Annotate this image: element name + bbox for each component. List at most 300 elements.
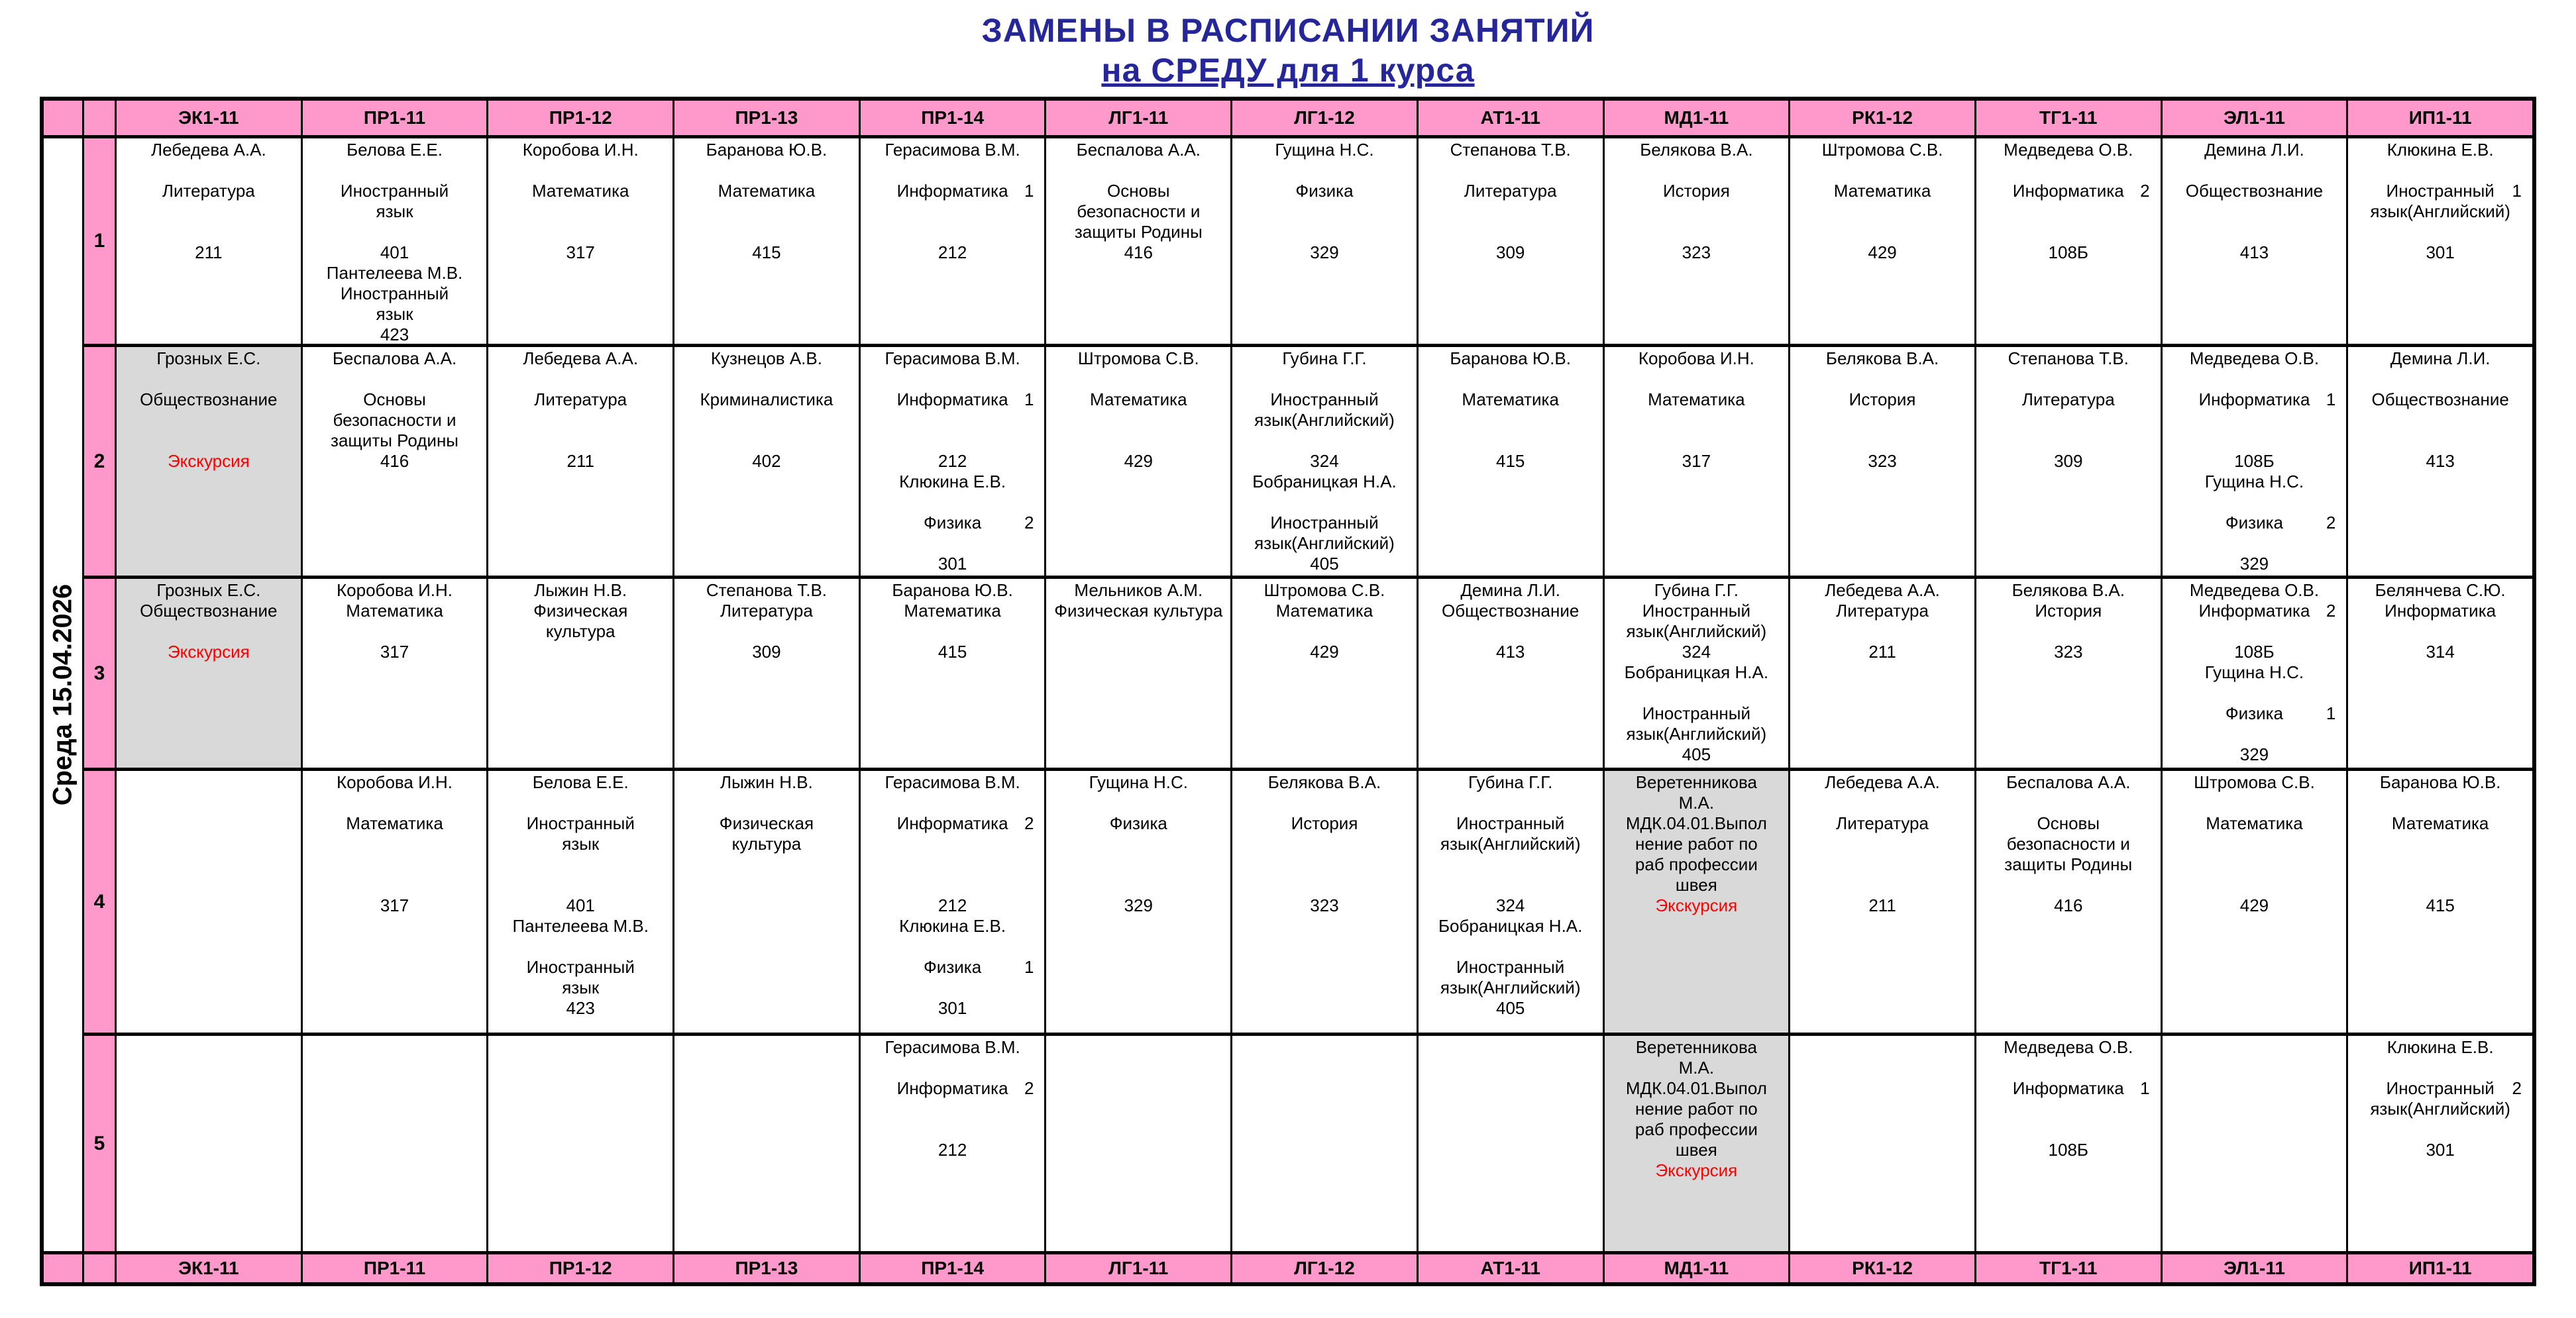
cell-line: 423 <box>380 325 409 344</box>
cell-line <box>1976 1058 2161 1078</box>
cell-line <box>1605 410 1789 431</box>
cell-line <box>1419 793 1603 813</box>
cell-ЛГ1-11-p5 <box>1046 1036 1230 1251</box>
cell-line: Математика <box>2391 813 2489 833</box>
cell-line <box>2163 683 2347 703</box>
cell-line <box>488 410 672 431</box>
cell-line: Физика 1 <box>2225 703 2336 723</box>
cell-line <box>488 222 672 242</box>
cell-line <box>2163 875 2347 895</box>
cell-line <box>1790 410 1974 431</box>
subgroup-number: 2 <box>2326 601 2336 621</box>
cell-line <box>861 369 1045 389</box>
page-title-line2: на СРЕДУ для 1 курса <box>1101 52 1475 89</box>
cell-line <box>1790 875 1974 895</box>
cell-line: Клюкина Е.В. <box>2387 1037 2494 1057</box>
period-cell-4: 4 <box>84 771 115 1033</box>
cell-line <box>2348 222 2532 242</box>
cell-line: Кузнецов А.В. <box>710 348 822 368</box>
footer-cell-ПР1-11: ПР1-11 <box>303 1254 487 1282</box>
excursion-label: Экскурсия <box>167 642 250 662</box>
footer-cell-ПР1-12: ПР1-12 <box>488 1254 672 1282</box>
cell-line: Степанова Т.В. <box>1450 140 1571 160</box>
subgroup-number: 1 <box>1024 389 1034 409</box>
cell-ПР1-11-p4 <box>303 771 487 1033</box>
cell-line: Губина Г.Г. <box>1654 580 1739 600</box>
cell-line: Литература <box>1836 601 1929 621</box>
cell-line: Веретенникова <box>1635 1037 1758 1057</box>
header-cell-ИП1-11: ИП1-11 <box>2348 101 2532 135</box>
cell-line: Мельников А.М. <box>1074 580 1203 600</box>
cell-line: 317 <box>1682 451 1711 471</box>
cell-line: 402 <box>752 451 781 471</box>
cell-ПР1-14-p5 <box>861 1036 1045 1251</box>
cell-line <box>2163 201 2347 222</box>
cell-line: Математика <box>1462 389 1559 409</box>
cell-ЛГ1-11-p3 <box>1046 579 1230 768</box>
cell-line <box>303 854 487 875</box>
cell-line <box>1046 854 1230 875</box>
cell-line: 323 <box>1868 451 1897 471</box>
subgroup-number: 1 <box>2512 181 2522 201</box>
cell-line <box>861 834 1045 854</box>
header-cell-ЭК1-11: ЭК1-11 <box>117 101 301 135</box>
cell-line: Лыжин Н.В. <box>534 580 627 600</box>
cell-line: 108Б <box>2234 451 2275 471</box>
cell-line: 323 <box>2054 642 2083 662</box>
cell-line: Информатика 1 <box>896 389 1034 409</box>
cell-line: Пантелеева М.В. <box>326 263 463 283</box>
cell-line: Криминалистика <box>700 389 833 409</box>
cell-line: 212 <box>938 242 967 262</box>
cell-ИП1-11-p5 <box>2348 1036 2532 1251</box>
cell-ТГ1-11-p3 <box>1976 579 2161 768</box>
cell-line <box>1605 431 1789 451</box>
cell-АТ1-11-p3 <box>1419 579 1603 768</box>
subgroup-number: 2 <box>1024 513 1034 532</box>
cell-line <box>1790 369 1974 389</box>
cell-line <box>1605 369 1789 389</box>
cell-line: 429 <box>1310 642 1339 662</box>
cell-line: 401 <box>566 895 595 915</box>
cell-line: Бобраницкая Н.А. <box>1438 916 1583 936</box>
cell-line: Степанова Т.В. <box>706 580 828 600</box>
page-title-line1: ЗАМЕНЫ В РАСПИСАНИИ ЗАНЯТИЙ <box>981 12 1595 49</box>
cell-line: Основы <box>2037 813 2100 833</box>
cell-line: 301 <box>2426 242 2455 262</box>
cell-line: Литература <box>2021 389 2115 409</box>
cell-line: 212 <box>938 895 967 915</box>
cell-line <box>303 160 487 181</box>
cell-line: Белянчева С.Ю. <box>2375 580 2506 600</box>
cell-line: 301 <box>938 998 967 1018</box>
cell-line: защиты Родины <box>1074 222 1203 242</box>
cell-line: язык(Английский) <box>2370 201 2510 221</box>
cell-line <box>861 621 1045 642</box>
cell-line: Иностранный <box>340 283 449 303</box>
subgroup-number: 2 <box>2326 513 2336 532</box>
cell-line: Математика <box>2206 813 2303 833</box>
cell-line <box>2348 431 2532 451</box>
cell-line: культура <box>545 621 616 641</box>
cell-line <box>2348 410 2532 431</box>
cell-line: 415 <box>752 242 781 262</box>
cell-line <box>1976 1099 2161 1119</box>
cell-line: Лебедева А.А. <box>523 348 639 368</box>
cell-line: 416 <box>380 451 409 471</box>
cell-line <box>117 201 301 222</box>
cell-ЭК1-11-p1 <box>117 138 301 344</box>
cell-line: 329 <box>2239 554 2269 574</box>
cell-line <box>2163 222 2347 242</box>
cell-line: 415 <box>938 642 967 662</box>
cell-line: 108Б <box>2234 642 2275 662</box>
cell-line: Математика <box>1833 181 1931 201</box>
cell-line <box>1232 492 1417 513</box>
cell-line <box>1419 621 1603 642</box>
cell-ПР1-13-p5 <box>674 1036 859 1251</box>
cell-line: 212 <box>938 1140 967 1160</box>
cell-line: защиты Родины <box>331 431 458 450</box>
cell-line <box>1976 410 2161 431</box>
header-cell-РК1-12: РК1-12 <box>1790 101 1974 135</box>
cell-ПР1-13-p3 <box>674 579 859 768</box>
cell-МД1-11-p2 <box>1605 347 1789 576</box>
cell-line: язык(Английский) <box>1254 533 1395 553</box>
cell-line <box>1046 160 1230 181</box>
cell-line <box>2348 621 2532 642</box>
period-cell-5: 5 <box>84 1036 115 1251</box>
cell-line: Литература <box>1464 181 1557 201</box>
cell-ЛГ1-12-p3 <box>1232 579 1417 768</box>
cell-ЭК1-11-p3 <box>117 579 301 768</box>
cell-line <box>1046 410 1230 431</box>
cell-line <box>1419 369 1603 389</box>
cell-ПР1-11-p3 <box>303 579 487 768</box>
footer-cell-ЛГ1-11: ЛГ1-11 <box>1046 1254 1230 1282</box>
cell-line: Медведева О.В. <box>2004 140 2133 160</box>
page-title <box>0 11 2576 90</box>
cell-line: Лыжин Н.В. <box>720 772 813 792</box>
cell-line <box>303 222 487 242</box>
subgroup-number: 1 <box>1024 181 1034 201</box>
date-label: Среда 15.04.2026 <box>48 583 78 806</box>
cell-line: Гущина Н.С. <box>2204 472 2304 491</box>
cell-ТГ1-11-p4 <box>1976 771 2161 1033</box>
cell-ПР1-14-p3 <box>861 579 1045 768</box>
cell-line <box>861 492 1045 513</box>
cell-line <box>1232 854 1417 875</box>
cell-line <box>1232 160 1417 181</box>
cell-line: 301 <box>938 554 967 574</box>
cell-line: Математика <box>346 601 443 621</box>
cell-line <box>488 854 672 875</box>
cell-line <box>303 834 487 854</box>
cell-line: Клюкина Е.В. <box>2387 140 2494 160</box>
cell-line: 324 <box>1310 451 1339 471</box>
cell-line <box>1419 875 1603 895</box>
footer-cell-ПР1-14: ПР1-14 <box>861 1254 1045 1282</box>
cell-line: швея <box>1675 1140 1717 1160</box>
cell-line: Литература <box>162 181 255 201</box>
subgroup-number: 1 <box>2140 1078 2150 1098</box>
subgroup-number: 1 <box>2326 389 2336 409</box>
cell-line <box>1976 222 2161 242</box>
cell-line: Демина Л.И. <box>2204 140 2304 160</box>
cell-ЭЛ1-11-p4 <box>2163 771 2347 1033</box>
footer-corner-date <box>44 1254 82 1282</box>
cell-line: Иностранный <box>526 813 635 833</box>
cell-line: Пантелеева М.В. <box>512 916 649 936</box>
cell-line: Физика 1 <box>924 957 1034 977</box>
cell-line: безопасности и <box>333 410 456 430</box>
cell-line: 329 <box>1124 895 1153 915</box>
cell-line <box>488 793 672 813</box>
cell-ЛГ1-12-p4 <box>1232 771 1417 1033</box>
cell-line: 401 <box>380 242 409 262</box>
cell-line <box>674 222 859 242</box>
cell-line: Информатика <box>2385 601 2496 621</box>
cell-line <box>2163 410 2347 431</box>
cell-line: 211 <box>195 242 223 262</box>
cell-line: Баранова Ю.В. <box>1450 348 1571 368</box>
cell-line <box>117 160 301 181</box>
cell-ПР1-14-p4 <box>861 771 1045 1033</box>
cell-line <box>674 410 859 431</box>
cell-line <box>1232 201 1417 222</box>
cell-ПР1-13-p2 <box>674 347 859 576</box>
cell-line <box>303 875 487 895</box>
cell-line: История <box>1849 389 1916 409</box>
cell-line: 423 <box>566 998 595 1018</box>
cell-line: 317 <box>380 895 409 915</box>
cell-line: Литература <box>1836 813 1929 833</box>
cell-line: Иностранный <box>1456 813 1565 833</box>
cell-line <box>488 369 672 389</box>
cell-line: 429 <box>2239 895 2269 915</box>
cell-ИП1-11-p2 <box>2348 347 2532 576</box>
cell-line: 405 <box>1495 998 1525 1018</box>
cell-line <box>117 621 301 642</box>
cell-ЭК1-11-p5 <box>117 1036 301 1251</box>
cell-line: 211 <box>1868 642 1896 662</box>
cell-ТГ1-11-p5 <box>1976 1036 2161 1251</box>
cell-ПР1-14-p1 <box>861 138 1045 344</box>
cell-line: нение работ по <box>1635 834 1758 854</box>
cell-line: Демина Л.И. <box>2390 348 2491 368</box>
cell-line: Иностранный 2 <box>2386 1078 2522 1098</box>
cell-line: язык(Английский) <box>1626 724 1767 744</box>
cell-line: Герасимова В.М. <box>885 348 1020 368</box>
cell-line <box>1790 160 1974 181</box>
cell-line: Губина Г.Г. <box>1282 348 1367 368</box>
cell-line: Иностранный <box>1642 703 1750 723</box>
cell-line <box>2348 854 2532 875</box>
cell-line: Белова Е.Е. <box>532 772 629 792</box>
footer-cell-ЭК1-11: ЭК1-11 <box>117 1254 301 1282</box>
cell-line <box>1976 875 2161 895</box>
cell-line: Баранова Ю.В. <box>706 140 828 160</box>
cell-line: Иностранный <box>340 181 449 201</box>
subgroup-number: 1 <box>2326 703 2336 723</box>
cell-line: Физическая культура <box>1054 601 1223 621</box>
cell-line: 309 <box>1495 242 1525 262</box>
cell-МД1-11-p5 <box>1605 1036 1789 1251</box>
cell-line <box>303 369 487 389</box>
cell-line <box>861 1058 1045 1078</box>
cell-line <box>488 201 672 222</box>
cell-line: 324 <box>1495 895 1525 915</box>
header-cell-ПР1-12: ПР1-12 <box>488 101 672 135</box>
cell-line: нение работ по <box>1635 1099 1758 1119</box>
cell-line <box>1232 369 1417 389</box>
cell-line: 108Б <box>2048 242 2088 262</box>
cell-line: Информатика 1 <box>2012 1078 2150 1098</box>
cell-line: Коробова И.Н. <box>522 140 639 160</box>
cell-line <box>2348 369 2532 389</box>
cell-line: Математика <box>346 813 443 833</box>
footer-cell-ЛГ1-12: ЛГ1-12 <box>1232 1254 1417 1282</box>
subgroup-number: 2 <box>2512 1078 2522 1098</box>
cell-ЭК1-11-p4 <box>117 771 301 1033</box>
cell-line: 405 <box>1682 744 1711 764</box>
cell-line: Основы <box>1107 181 1170 201</box>
cell-line: 415 <box>1495 451 1525 471</box>
cell-line: Коробова И.Н. <box>337 772 453 792</box>
cell-line: Информатика 1 <box>2198 389 2336 409</box>
header-cell-АТ1-11: АТ1-11 <box>1419 101 1603 135</box>
cell-line: 301 <box>2426 1140 2455 1160</box>
period-cell-3: 3 <box>84 579 115 768</box>
cell-line: 429 <box>1868 242 1897 262</box>
cell-line <box>2348 875 2532 895</box>
cell-line: язык <box>376 201 413 221</box>
cell-line: Физика <box>1109 813 1167 833</box>
schedule-table <box>40 97 2536 1286</box>
excursion-label: Экскурсия <box>167 451 250 471</box>
cell-line: 413 <box>1495 642 1525 662</box>
cell-line: Белякова В.А. <box>1640 140 1753 160</box>
cell-line <box>2163 492 2347 513</box>
cell-line: раб профессии <box>1635 1119 1758 1139</box>
cell-line: Демина Л.И. <box>1460 580 1561 600</box>
cell-ПР1-12-p3 <box>488 579 672 768</box>
cell-line <box>1976 621 2161 642</box>
cell-line: 211 <box>566 451 594 471</box>
cell-line <box>1976 201 2161 222</box>
cell-line <box>1419 937 1603 957</box>
cell-line: Баранова Ю.В. <box>892 580 1013 600</box>
cell-line: 413 <box>2239 242 2269 262</box>
cell-ПР1-11-p2 <box>303 347 487 576</box>
cell-line <box>1605 160 1789 181</box>
cell-line <box>2163 431 2347 451</box>
cell-ЭЛ1-11-p5 <box>2163 1036 2347 1251</box>
cell-line: Информатика 2 <box>2012 181 2150 201</box>
cell-line: Степанова Т.В. <box>2008 348 2129 368</box>
footer-cell-МД1-11: МД1-11 <box>1605 1254 1789 1282</box>
cell-line <box>674 793 859 813</box>
cell-line <box>1232 431 1417 451</box>
cell-line: Герасимова В.М. <box>885 772 1020 792</box>
cell-line: 314 <box>2426 642 2455 662</box>
cell-line: Информатика 2 <box>2198 601 2336 621</box>
header-cell-ЭЛ1-11: ЭЛ1-11 <box>2163 101 2347 135</box>
cell-line: 323 <box>1682 242 1711 262</box>
cell-line <box>1419 410 1603 431</box>
cell-line <box>117 222 301 242</box>
cell-line: Медведева О.В. <box>2189 580 2320 600</box>
cell-line: 309 <box>752 642 781 662</box>
footer-cell-ЭЛ1-11: ЭЛ1-11 <box>2163 1254 2347 1282</box>
footer-corner-period <box>84 1254 115 1282</box>
cell-МД1-11-p1 <box>1605 138 1789 344</box>
cell-line <box>1232 875 1417 895</box>
cell-line: швея <box>1675 875 1717 895</box>
cell-ИП1-11-p1 <box>2348 138 2532 344</box>
cell-line: Клюкина Е.В. <box>899 472 1006 491</box>
cell-line: Штромова С.В. <box>2194 772 2315 792</box>
cell-line <box>2163 160 2347 181</box>
cell-line <box>1790 222 1974 242</box>
cell-РК1-12-p4 <box>1790 771 1974 1033</box>
cell-line: Баранова Ю.В. <box>2379 772 2501 792</box>
cell-line: Бобраницкая Н.А. <box>1624 662 1769 682</box>
cell-line <box>1790 854 1974 875</box>
cell-line <box>2163 834 2347 854</box>
cell-line: Герасимова В.М. <box>885 1037 1020 1057</box>
cell-line: Обществознание <box>2185 181 2324 201</box>
cell-line: М.А. <box>1678 793 1715 813</box>
cell-line <box>1976 1119 2161 1140</box>
cell-ПР1-12-p5 <box>488 1036 672 1251</box>
subgroup-number: 2 <box>1024 1078 1034 1098</box>
cell-line: Гущина Н.С. <box>1089 772 1188 792</box>
cell-ЛГ1-11-p4 <box>1046 771 1230 1033</box>
cell-line <box>1790 621 1974 642</box>
cell-line: безопасности и <box>2006 834 2130 854</box>
footer-cell-ИП1-11: ИП1-11 <box>2348 1254 2532 1282</box>
cell-line: язык(Английский) <box>1254 410 1395 430</box>
cell-line: раб профессии <box>1635 854 1758 874</box>
header-cell-ПР1-13: ПР1-13 <box>674 101 859 135</box>
cell-line: Математика <box>1275 601 1373 621</box>
cell-line: 108Б <box>2048 1140 2088 1160</box>
cell-line <box>1046 793 1230 813</box>
cell-line: Иностранный <box>1270 389 1379 409</box>
cell-line: Грозных Е.С. <box>156 348 261 368</box>
cell-line: История <box>1662 181 1730 201</box>
subgroup-number: 2 <box>1024 813 1034 833</box>
cell-ПР1-13-p4 <box>674 771 859 1033</box>
subgroup-number: 1 <box>1024 957 1034 977</box>
cell-line: Беспалова А.А. <box>332 348 457 368</box>
cell-line: Грозных Е.С. <box>156 580 261 600</box>
cell-line <box>1976 160 2161 181</box>
cell-ПР1-13-p1 <box>674 138 859 344</box>
cell-line <box>861 222 1045 242</box>
cell-ЛГ1-12-p1 <box>1232 138 1417 344</box>
cell-ПР1-11-p1 <box>303 138 487 344</box>
cell-line <box>1790 201 1974 222</box>
cell-line <box>1419 160 1603 181</box>
cell-line: 416 <box>1124 242 1153 262</box>
cell-line: Белякова В.А. <box>1825 348 1939 368</box>
footer-cell-ПР1-13: ПР1-13 <box>674 1254 859 1282</box>
cell-line: защиты Родины <box>2004 854 2133 874</box>
cell-line <box>861 533 1045 554</box>
cell-line <box>117 369 301 389</box>
